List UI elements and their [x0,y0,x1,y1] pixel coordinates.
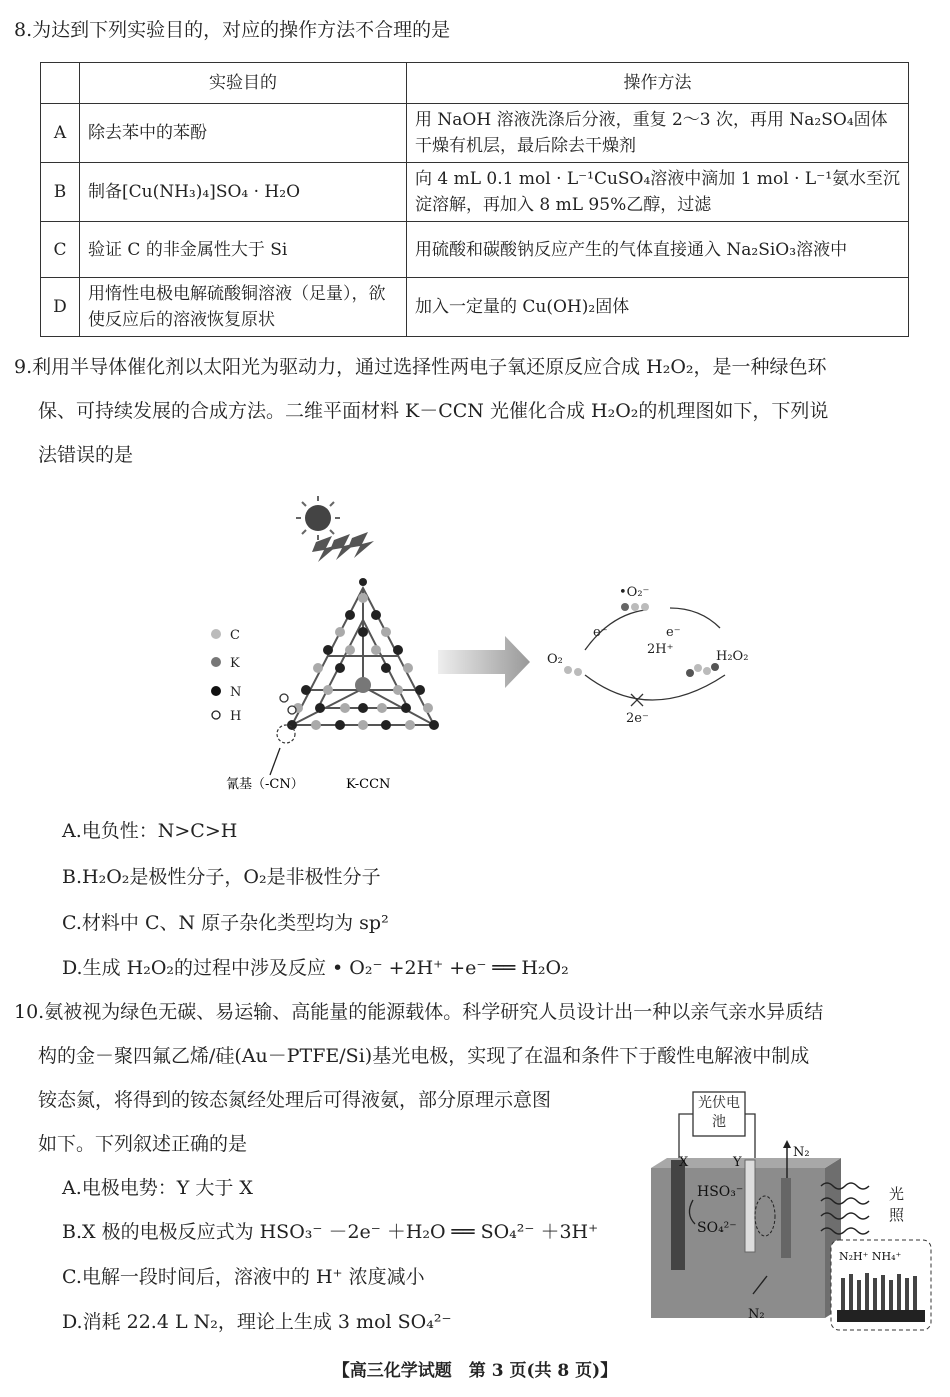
q10-stem-2: 构的金－聚四氟乙烯/硅(Au－PTFE/Si)基光电极，实现了在温和条件下于酸性电解液中制成 [38,1045,810,1067]
q10-option-d: D.消耗 22.4 L N₂，理论上生成 3 mol SO₄²⁻ [62,1311,452,1333]
q10-stem-1: 10.氨被视为绿色无碳、易运输、高能量的能源载体。科学研究人员设计出一种以亲气亲水异质结 [14,1001,824,1023]
lattice-atoms [277,578,439,743]
cyano-label: 氰基（-CN） [226,777,304,792]
electron-label-1: e⁻ [593,625,608,640]
q10-stem-4: 如下。下列叙述正确的是 [38,1133,248,1155]
n2-top-label: N₂ [793,1145,810,1160]
q9-option-d: D.生成 H₂O₂的过程中涉及反应 • O₂⁻ +2H⁺ +e⁻ ══ H₂O₂ [62,957,569,979]
q9-option-c: C.材料中 C、N 原子杂化类型均为 sp² [62,912,389,934]
q8-stem: 8.为达到下列实验目的，对应的操作方法不合理的是 [14,19,451,41]
electrode-x [671,1160,685,1270]
row-method: 向 4 mL 0.1 mol · L⁻¹CuSO₄溶液中滴加 1 mol · L⁻¹氨水至沉淀溶解，再加入 8 mL 95%乙醇，过滤 [407,163,909,222]
row-label: B [41,163,80,222]
legend-k: K [230,656,240,671]
row-purpose: 制备[Cu(NH₃)₄]SO₄ · H₂O [80,163,407,222]
page-footer: 【高三化学试题 第 3 页(共 8 页)】 [332,1361,618,1381]
x-label: X [679,1155,689,1170]
q10-electrolysis-figure [645,1088,935,1338]
row-purpose: 用惰性电极电解硫酸铜溶液（足量），欲使反应后的溶液恢复原状 [80,278,407,337]
electrode-y [745,1160,755,1252]
reaction-cycle [585,608,725,706]
row-purpose: 验证 C 的非金属性大于 Si [80,222,407,278]
table-row [41,104,909,163]
q9-option-b: B.H₂O₂是极性分子，O₂是非极性分子 [62,866,381,888]
two-electron-label: 2e⁻ [626,711,649,726]
q10-option-b: B.X 极的电极反应式为 HSO₃⁻ －2e⁻ ＋H₂O ══ SO₄²⁻ ＋3H⁺ [62,1221,599,1243]
header-method: 操作方法 [407,63,909,104]
so4-label: SO₄²⁻ [697,1220,737,1236]
row-method: 用 NaOH 溶液洗涤后分液，重复 2～3 次，再用 Na₂SO₄固体干燥有机层，最后除去干燥剂 [407,104,909,163]
inset-label: N₂H⁺ NH₄⁺ [839,1250,902,1263]
row-label: C [41,222,80,278]
row-label: D [41,278,80,337]
table-row [41,278,909,337]
electron-label-2: e⁻ [666,625,681,640]
header-purpose: 实验目的 [80,63,407,104]
proton-label: 2H⁺ [647,642,674,657]
row-purpose: 除去苯中的苯酚 [80,104,407,163]
q9-option-a: A.电负性：N>C>H [62,820,238,842]
table-row [41,163,909,222]
sun-icon [296,496,340,540]
legend-n: N [230,685,242,700]
q10-option-c: C.电解一段时间后，溶液中的 H⁺ 浓度减小 [62,1266,425,1288]
table-row [41,222,909,278]
row-method: 加入一定量的 Cu(OH)₂固体 [407,278,909,337]
row-label: A [41,104,80,163]
battery-label: 光伏电池 [698,1095,740,1130]
q9-stem-3: 法错误的是 [38,444,134,466]
superoxide-label: •O₂⁻ [619,585,650,600]
legend-c: C [230,628,240,643]
row-method: 用硫酸和碳酸钠反应产生的气体直接通入 Na₂SiO₃溶液中 [407,222,909,278]
light-bolt-icon [312,532,374,562]
q9-stem-1: 9.利用半导体催化剂以太阳光为驱动力，通过选择性两电子氧还原反应合成 H₂O₂，是一种绿色环 [14,356,827,378]
hso3-label: HSO₃⁻ [697,1184,744,1200]
o2-label: O₂ [547,652,563,667]
table-header-row [41,63,909,104]
legend [211,628,241,724]
q9-stem-2: 保、可持续发展的合成方法。二维平面材料 K－CCN 光催化合成 H₂O₂的机理图如下，下列说 [38,400,829,422]
y-label: Y [733,1155,742,1170]
material-label: K-CCN [346,777,391,792]
n2-bottom-label: N₂ [748,1307,765,1322]
q9-mechanism-figure [200,490,760,805]
legend-h: H [230,709,242,724]
q10-stem-3: 铵态氮，将得到的铵态氮经处理后可得液氨，部分原理示意图 [38,1089,552,1111]
q10-option-a: A.电极电势：Y 大于 X [62,1177,253,1199]
light-label: 光照 [889,1185,905,1224]
q8-table [40,62,909,337]
h2o2-label: H₂O₂ [716,649,749,664]
process-arrow [438,636,530,688]
molecules [564,603,719,677]
